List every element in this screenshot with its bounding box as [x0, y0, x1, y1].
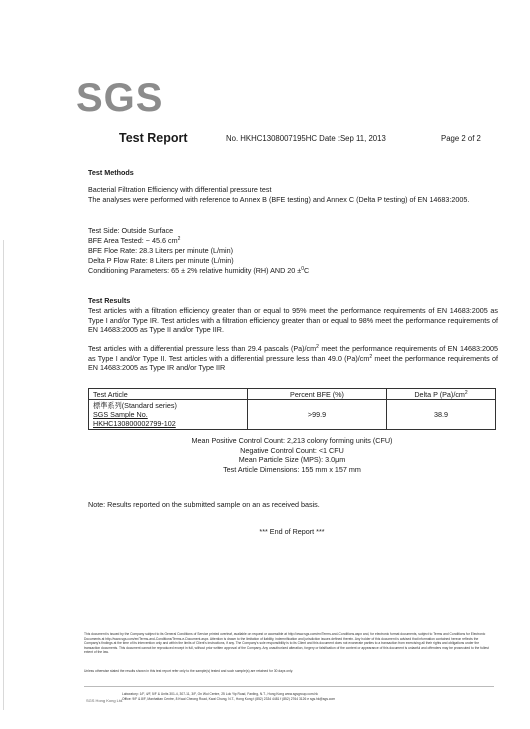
article-sample-label: SGS Sample No.	[93, 410, 148, 419]
table-row	[89, 400, 496, 430]
footer-retention-note: Unless otherwise stated the results shown in this test report refer only to the sample(s) tested and such sample(s) are retained for 30 days only.	[84, 669, 294, 673]
conditioning-sup: 0	[301, 266, 305, 272]
delta-p-value: 38.9	[387, 400, 496, 430]
mean-particle-size: Mean Particle Size (MPS): 3.0μm	[238, 455, 346, 465]
conditioning-suffix: C	[304, 266, 310, 275]
article-cell	[89, 400, 248, 430]
test-article-dimensions: Test Article Dimensions: 155 mm x 157 mm	[223, 464, 361, 474]
summary-block	[88, 436, 496, 474]
methods-heading: Test Methods	[88, 168, 134, 177]
col-delta-p-sup: 2	[464, 389, 468, 396]
sgs-small-logo: SGS Hong Kong Ltd.	[86, 698, 124, 703]
footer-terms: This document is issued by the Company subject to its General Conditions of Service printed overleaf, available on request or accessible at http://www.sgs.com/en/Terms-and-Conditions.aspx and, for electronic format documents, subject to Terms and Conditions for Electronic Documents at http://www.sgs.com/en/Terms-and-Conditions/Terms-e-Document.aspx. Attention is drawn to the limitation of liability, indemnification and jurisdiction issues defined therein. Any holder of this document is advised that information contained hereon reflects the Company's findings at the time of its intervention only and within the limits of Client's instructions, if any. The Company's sole responsibility is to its Client and this document does not exonerate parties to a transaction from exercising all their rights and obligations under the transaction documents. This document cannot be reproduced except in full, without prior written approval of the Company. Any unauthorized alteration, forgery or falsification of the content or appearance of this document is unlawful and offenders may be prosecuted to the fullest extent of the law.	[84, 632, 489, 655]
table-header-row	[89, 389, 496, 400]
end-of-report: *** End of Report ***	[259, 527, 325, 536]
report-header	[0, 131, 530, 147]
article-sample-number: HKHC130800002799-102	[93, 419, 176, 428]
results-para2	[88, 344, 498, 373]
scan-edge	[3, 240, 4, 710]
page-number: Page 2 of 2	[441, 134, 481, 143]
conditioning-parameters	[88, 266, 498, 276]
para2-sup1: 2	[316, 344, 319, 350]
para2-part2: meet the performance requirements of EN 14683:2005 as Type I and/or Type II. Test articles with a differential pressure less than 49.0 (Pa)/cm	[88, 344, 498, 363]
footer-divider	[84, 686, 494, 687]
para2-sup2: 2	[369, 353, 373, 360]
results-para1: Test articles with a filtration efficiency greater than or equal to 95% meet the performance requirements of EN 14683:2005 as Type I and/or Type IR. Test articles with a filtration efficiency greater than or equal to 98% meet the performance requirements of EN 14683:2005 as Type II and/or Type IIR.	[88, 306, 498, 335]
article-series: 標準系列(Standard series)	[93, 401, 177, 410]
conditioning-text: Conditioning Parameters: 65 ± 2% relative humidity (RH) AND 20 ±	[88, 266, 302, 275]
col-percent-bfe: Percent BFE (%)	[248, 389, 387, 400]
bfe-value: >99.9	[248, 400, 387, 430]
col-delta-p-text: Delta P (Pa)/cm	[414, 389, 465, 399]
bfe-area-sup: 2	[177, 236, 181, 242]
methods-line1: Bacterial Filtration Efficiency with differential pressure test	[88, 185, 272, 194]
bfe-area-text: BFE Area Tested: ~ 45.6 cm	[88, 236, 178, 245]
positive-control-count: Mean Positive Control Count: 2,213 colony forming units (CFU)	[191, 436, 393, 445]
results-table	[88, 388, 496, 430]
sgs-logo: SGS	[76, 76, 164, 120]
delta-p-flow-rate: Delta P Flow Rate: 8 Liters per minute (L/min)	[88, 256, 234, 265]
col-test-article: Test Article	[89, 389, 248, 400]
negative-control-count: Negative Control Count: <1 CFU	[240, 445, 344, 455]
methods-line2: The analyses were performed with reference to Annex B (BFE testing) and Annex C (Delta P testing) of EN 14683:2005.	[88, 195, 470, 204]
bfe-flow-rate: BFE Floe Rate: 28.3 Liters per minute (L/min)	[88, 246, 234, 255]
results-heading: Test Results	[88, 296, 131, 305]
bfe-area	[88, 236, 498, 246]
col-delta-p	[387, 389, 496, 400]
lab-address: Laboratory: 1/F, 4/F, 5/F & Units 301-4, 307-11, 3/F, On Wui Centre, 25 Lok Yip Road, Fanling, N.T., Hong Kong www.sgsgroup.com.hk	[122, 692, 318, 696]
report-number-date: No. HKHC1308007195HC Date :Sep 11, 2013	[226, 134, 386, 143]
note: Note: Results reported on the submitted sample on an as received basis.	[88, 500, 320, 509]
para2-part1: Test articles with a differential pressure less than 29.4 pascals (Pa)/cm	[88, 344, 317, 353]
report-title: Test Report	[119, 131, 188, 145]
office-address: Office: 9/F & 8/F, Manhattan Centre, 8 Kwai Cheong Road, Kwai Chung, N.T., Hong Kong t (852) 2334 4481 f (852) 2764 3126 e sgs.hk@sgs.com	[122, 697, 336, 701]
para2-part3: meet the performance requirements of EN 14683:2005 as Type IR and/or Type IIR	[88, 353, 498, 373]
test-side: Test Side: Outside Surface	[88, 226, 174, 235]
